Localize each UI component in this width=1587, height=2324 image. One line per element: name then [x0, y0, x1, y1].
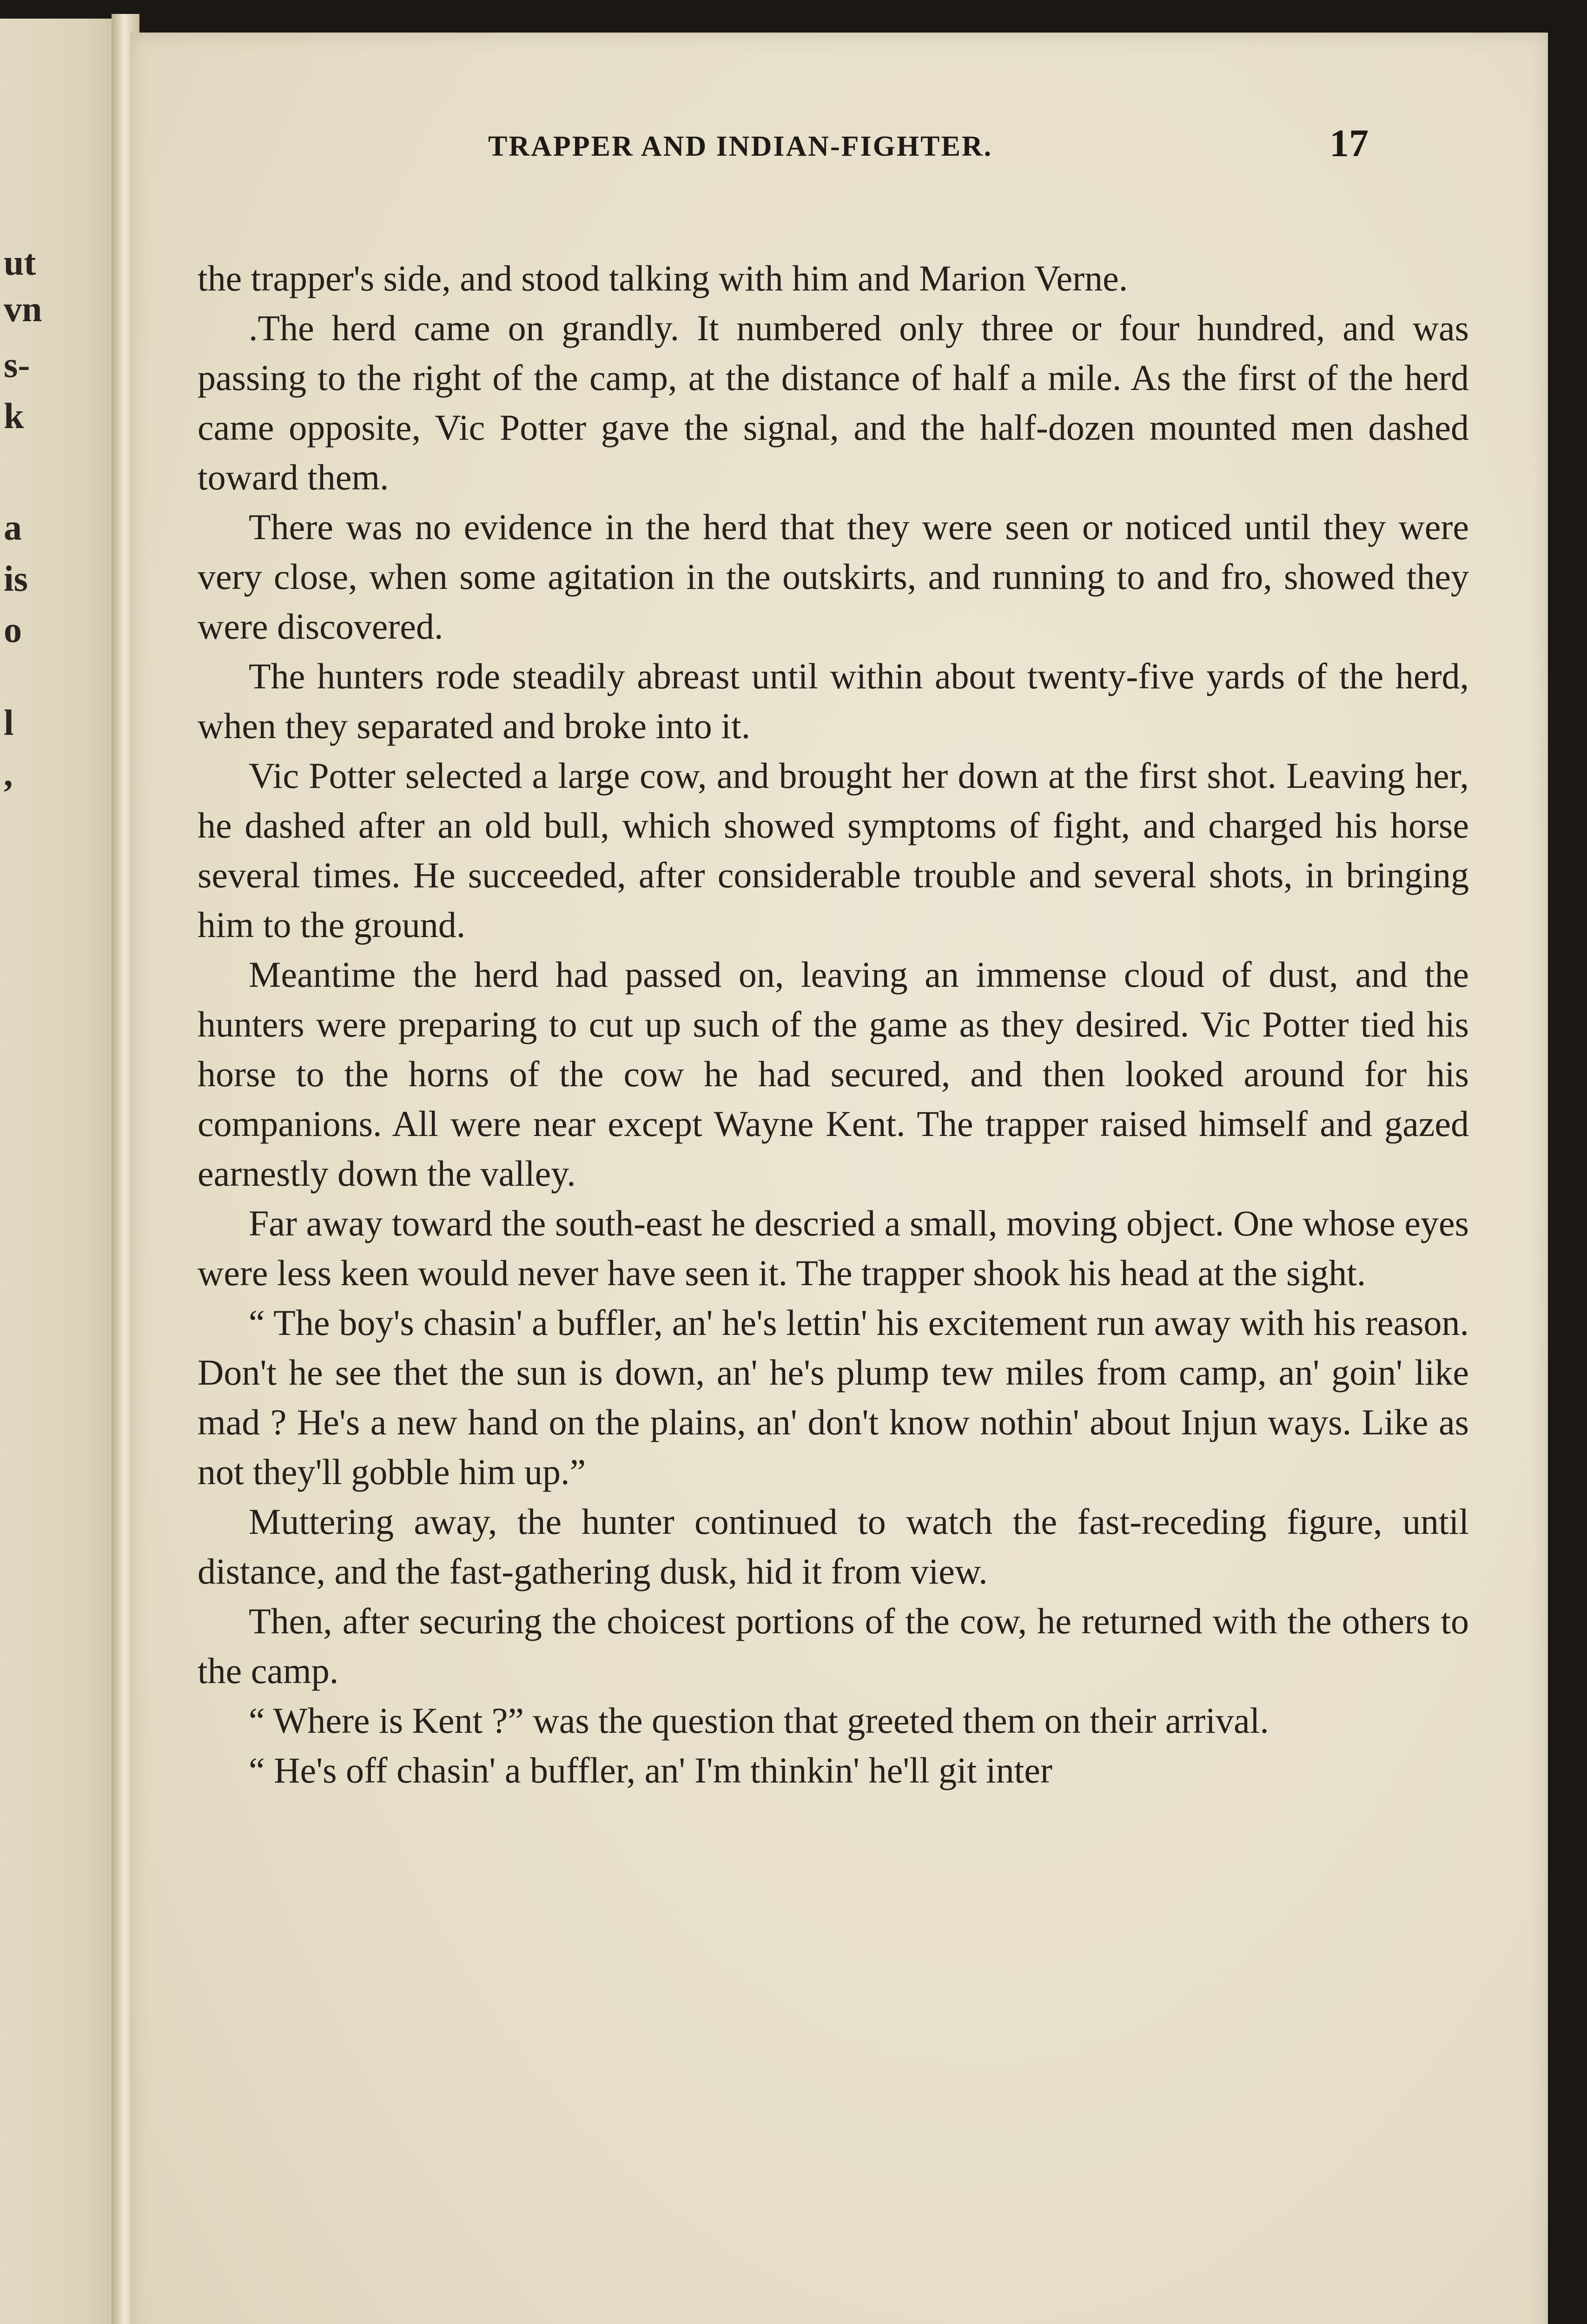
page-header: [130, 122, 1548, 181]
paragraph: “ He's off chasin' a buffler, an' I'm thinkin' he'll git inter: [249, 1750, 1052, 1790]
running-title: TRAPPER AND INDIAN-FIGHTER.: [488, 131, 993, 162]
left-page-edge: [0, 19, 119, 2324]
paragraph: Meantime the herd had passed on, leaving an immense cloud of dust, and the hunters were preparing to cut up such of the game as they desired. Vic Potter tied his horse to the horns of the cow he had secured, and then looked around for his companions. All were near except Wayne Kent. The trapper raised himself and gazed earnestly down the valley.: [198, 954, 1469, 1194]
page-number: 17: [1329, 122, 1369, 165]
left-page-fragment: l: [4, 702, 14, 743]
left-page-fragment: o: [4, 609, 22, 650]
paragraph: Then, after securing the choicest portions of the cow, he returned with the others to the camp.: [198, 1601, 1469, 1691]
paragraph: There was no evidence in the herd that they were seen or noticed until they were very close, when some agitation in the outskirts, and running to and fro, showed they were discovered.: [198, 507, 1469, 647]
paragraph: “ Where is Kent ?” was the question that greeted them on their arrival.: [249, 1700, 1269, 1741]
paragraph: Muttering away, the hunter continued to watch the fast-receding figure, until distance, and the fast-gathering dusk, hid it from view.: [198, 1501, 1469, 1591]
left-page-fragment: vn: [4, 289, 42, 329]
book-page: [130, 33, 1548, 2324]
left-page-fragment: k: [4, 396, 24, 436]
paragraph: “ The boy's chasin' a buffler, an' he's lettin' his excitement run away with his reason. Don't he see thet the sun is down, an' he's plump tew miles from camp, an' goin' like mad ? He's a new hand on the plains, an' don't know nothin' about Injun ways. Like as not they'll gobble him up.”: [198, 1302, 1469, 1492]
body-text: [198, 253, 1469, 1795]
left-page-fragment: s-: [4, 344, 30, 385]
left-page-fragment: is: [4, 558, 28, 599]
left-page-fragment: ut: [4, 242, 36, 283]
paragraph: .The herd came on grandly. It numbered only three or four hundred, and was passing to the right of the camp, at the distance of half a mile. As the first of the herd came opposite, Vic Potter gave the signal, and the half-dozen mounted men dashed toward them.: [198, 308, 1469, 497]
paragraph: the trapper's side, and stood talking with him and Marion Verne.: [198, 258, 1128, 298]
paragraph: Far away toward the south-east he descried a small, moving object. One whose eyes were less keen would never have seen it. The trapper shook his head at the sight.: [198, 1203, 1469, 1293]
left-page-fragment: a: [4, 507, 22, 548]
left-page-fragment: ,: [4, 753, 13, 794]
paragraph: The hunters rode steadily abreast until within about twenty-five yards of the herd, when they separated and broke into it.: [198, 656, 1469, 746]
paragraph: Vic Potter selected a large cow, and brought her down at the first shot. Leaving her, he dashed after an old bull, which showed symptoms of fight, and charged his horse several times. He succeeded, after considerable trouble and several shots, in bringing him to the ground.: [198, 755, 1469, 945]
